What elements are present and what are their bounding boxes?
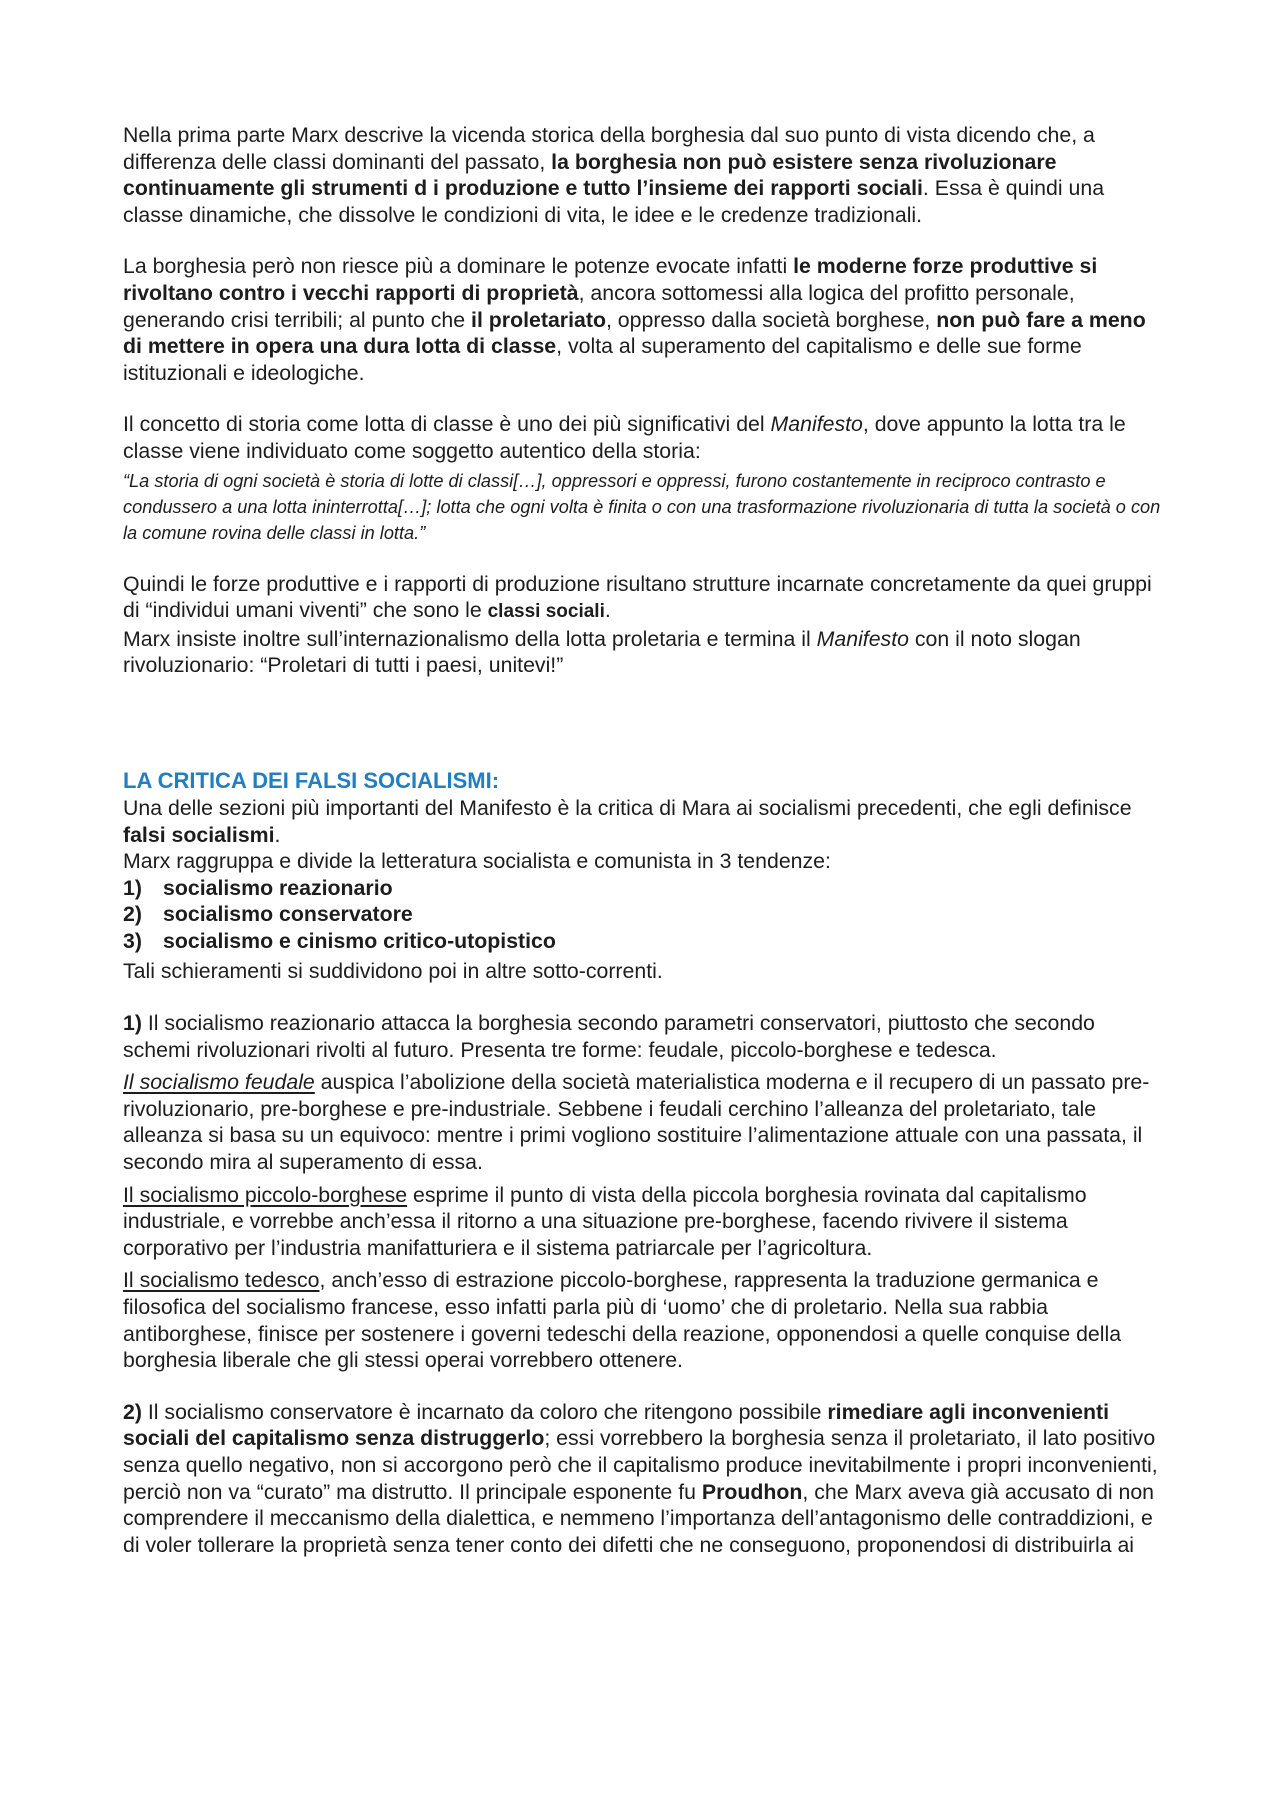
- manifesto-quote: “La storia di ogni società è storia di lotte di classi[…], oppressori e oppressi, furono costantemente in reciproco contrasto e condussero a una lotta ininterrotta[…]; lotta che ogni volta è finita o con una trasformazione rivoluzionaria di tutta la società o con la comune rovina delle classi in lotta.”: [123, 470, 1161, 543]
- italic-title: Manifesto: [816, 626, 909, 651]
- paragraph-socialismo-reazionario: 1) Il socialismo reazionario attacca la borghesia secondo parametri conservatori, piuttosto che secondo schemi rivoluzionari rivolti al futuro. Presenta tre forme: feudale, piccolo-borghese e tedesca.: [123, 1011, 1095, 1062]
- italic-title: Manifesto: [770, 412, 863, 437]
- underlined-term: Il socialismo piccolo-borghese: [123, 1182, 408, 1207]
- bold-phrase: falsi socialismi: [123, 822, 275, 847]
- bold-phrase: non può fare a meno di mettere in opera una dura lotta di classe: [123, 307, 1146, 359]
- list-item: 3) socialismo e cinismo critico-utopistico: [123, 928, 556, 953]
- underlined-term: Il socialismo feudale: [123, 1070, 315, 1095]
- paragraph-classi-sociali: Quindi le forze produttive e i rapporti di produzione risultano strutture incarnate concretamente da quei gruppi di “individui umani viventi” che sono le classi sociali.: [123, 571, 1152, 623]
- bold-phrase: classi sociali: [487, 601, 605, 623]
- paragraph-socialismo-feudale: Il socialismo feudale auspica l’abolizione della società materialistica moderna e il recupero di un passato pre-rivoluzionario, pre-borghese e pre-industriale. Sebbene i feudali cerchino l’alleanza del proletariato, tale alleanza si basa su un equivoco: mentre i primi vogliono sostituire l’alimentazione attuale con una passata, il secondo mira al superamento di essa.: [123, 1070, 1150, 1175]
- paragraph-internazionalismo: Marx insiste inoltre sull’internazionalismo della lotta proletaria e termina il Manifesto con il noto slogan rivoluzionario: “Proletari di tutti i paesi, unitevi!”: [123, 626, 1081, 678]
- bold-phrase: le moderne forze produttive si rivoltano contro i vecchi rapporti di proprietà: [123, 254, 1098, 305]
- list-item: 1) socialismo reazionario: [123, 875, 393, 900]
- bold-phrase: la borghesia non può esistere senza rivoluzionare continuamente gli strumenti d i produzione e tutto l’insieme dei rapporti sociali: [123, 149, 1057, 201]
- list-item: 2) socialismo conservatore: [123, 902, 413, 927]
- paragraph-forze-produttive: La borghesia però non riesce più a dominare le potenze evocate infatti le moderne forze produttive si rivoltano contro i vecchi rapporti di proprietà, ancora sottomessi alla logica del profitto personale, generando crisi terribili; al punto che il proletariato, oppresso dalla società borghese, non può fare a meno di mettere in opera una dura lotta di classe, volta al superamento del capitalismo e delle sue forme istituzionali e ideologiche.: [123, 254, 1146, 385]
- paragraph-lotta-di-classe: Il concetto di storia come lotta di classe è uno dei più significativi del Manifesto, dove appunto la lotta tra le classe viene individuato come soggetto autentico della storia:: [123, 412, 1126, 463]
- paragraph-tendenze-intro: Marx raggruppa e divide la letteratura socialista e comunista in 3 tendenze:: [123, 849, 831, 874]
- bold-phrase: Proudhon: [701, 1479, 803, 1504]
- bold-phrase: rimediare agli inconvenienti sociali del capitalismo senza distruggerlo: [123, 1399, 1110, 1451]
- item-number: 1): [123, 1011, 142, 1036]
- underlined-term: Il socialismo tedesco: [123, 1268, 320, 1293]
- tendencies-list: [123, 875, 1162, 955]
- section-heading: LA CRITICA DEI FALSI SOCIALISMI:: [123, 767, 500, 793]
- paragraph-falsi-socialismi: Una delle sezioni più importanti del Manifesto è la critica di Mara ai socialismi precedenti, che egli definisce falsi socialismi.: [123, 795, 1132, 847]
- bold-phrase: il proletariato: [471, 307, 606, 332]
- paragraph-socialismo-piccolo-borghese: Il socialismo piccolo-borghese esprime il punto di vista della piccola borghesia rovinata dal capitalismo industriale, e vorrebbe anch’essa il ritorno a una situazione pre-borghese, facendo rivivere il sistema corporativo per l’industria manifatturiera e il sistema patriarcale per l’agricoltura.: [123, 1182, 1087, 1260]
- item-number: 2): [123, 1399, 142, 1424]
- paragraph-borghesia-rivoluzionaria: Nella prima parte Marx descrive la vicenda storica della borghesia dal suo punto di vista dicendo che, a differenza delle classi dominanti del passato, la borghesia non può esistere senza rivoluzionare continuamente gli strumenti d i produzione e tutto l’insieme dei rapporti sociali. Essa è quindi una classe dinamiche, che dissolve le condizioni di vita, le idee e le credenze tradizionali.: [123, 123, 1105, 227]
- paragraph-sotto-correnti: Tali schieramenti si suddividono poi in altre sotto-correnti.: [123, 959, 663, 984]
- paragraph-socialismo-tedesco: Il socialismo tedesco, anch’esso di estrazione piccolo-borghese, rappresenta la traduzione germanica e filosofica del socialismo francese, esso infatti parla più di ‘uomo’ che di proletario. Nella sua rabbia antiborghese, finisce per sostenere i governi tedeschi della reazione, opponendosi a quelle conquise della borghesia liberale che gli stessi operai vorrebbero ottenere.: [123, 1268, 1122, 1373]
- paragraph-socialismo-conservatore: 2) Il socialismo conservatore è incarnato da coloro che ritengono possibile rimediare agli inconvenienti sociali del capitalismo senza distruggerlo; essi vorrebbero la borghesia senza il proletariato, il lato positivo senza quello negativo, non si accorgono però che il capitalismo produce inevitabilmente i propri inconvenienti, perciò non va “curato” ma distrutto. Il principale esponente fu Proudhon, che Marx aveva già accusato di non comprendere il meccanismo della dialettica, e nemmeno l’importanza dell’antagonismo delle contraddizioni, e di voler tollerare la proprietà senza tener conto dei difetti che ne conseguono, proponendosi di distribuirla ai: [123, 1399, 1158, 1557]
